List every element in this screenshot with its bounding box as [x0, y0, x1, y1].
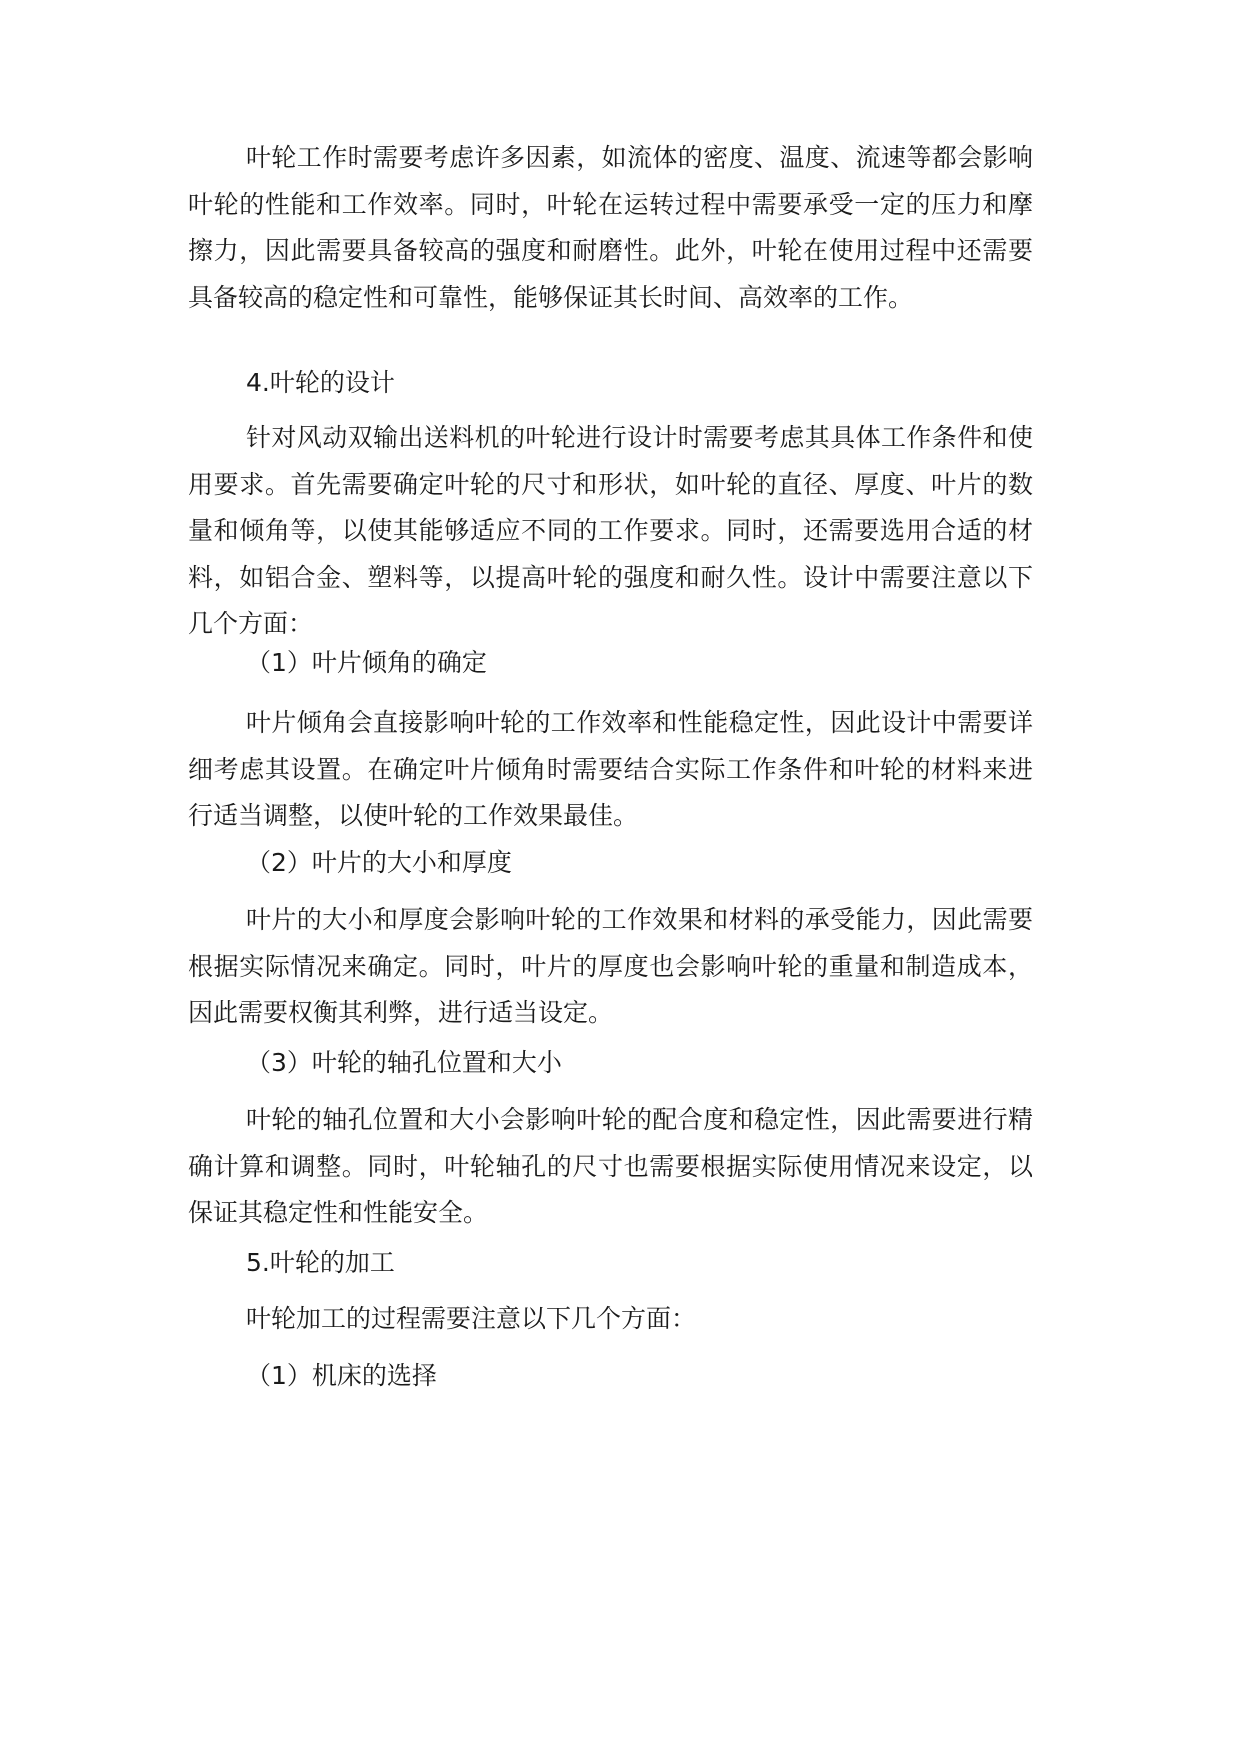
paragraph-impeller-design-intro: 针对风动双输出送料机的叶轮进行设计时需要考虑其具体工作条件和使用要求。首先需要确定叶轮的尺寸和形状，如叶轮的直径、厚度、叶片的数量和倾角等，以使其能够适应不同的工作要求。同时，还需要选用合适的材料，如铝合金、塑料等，以提高叶轮的强度和耐久性。设计中需要注意以下几个方面： — [188, 423, 1033, 638]
subheading-machine-tool-selection: （1）机床的选择 — [246, 1361, 437, 1390]
paragraph-blade-size-thickness: 叶片的大小和厚度会影响叶轮的工作效果和材料的承受能力，因此需要根据实际情况来确定。同时，叶片的厚度也会影响叶轮的重量和制造成本，因此需要权衡其利弊，进行适当设定。 — [188, 905, 1033, 1027]
paragraph-blade-angle: 叶片倾角会直接影响叶轮的工作效率和性能稳定性，因此设计中需要详细考虑其设置。在确定叶片倾角时需要结合实际工作条件和叶轮的材料来进行适当调整，以使叶轮的工作效果最佳。 — [188, 708, 1033, 830]
document-page — [188, 0, 1033, 1754]
paragraph-machining-intro: 叶轮加工的过程需要注意以下几个方面： — [246, 1304, 697, 1333]
section-heading-impeller-machining: 5.叶轮的加工 — [246, 1248, 395, 1277]
section-heading-impeller-design: 4.叶轮的设计 — [246, 368, 395, 397]
subheading-blade-size-thickness: （2）叶片的大小和厚度 — [246, 848, 512, 877]
paragraph-shaft-hole: 叶轮的轴孔位置和大小会影响叶轮的配合度和稳定性，因此需要进行精确计算和调整。同时，叶轮轴孔的尺寸也需要根据实际使用情况来设定，以保证其稳定性和性能安全。 — [188, 1105, 1033, 1227]
subheading-shaft-hole: （3）叶轮的轴孔位置和大小 — [246, 1048, 562, 1077]
subheading-blade-angle: （1）叶片倾角的确定 — [246, 648, 487, 677]
paragraph-impeller-working-factors: 叶轮工作时需要考虑许多因素，如流体的密度、温度、流速等都会影响叶轮的性能和工作效率。同时，叶轮在运转过程中需要承受一定的压力和摩擦力，因此需要具备较高的强度和耐磨性。此外，叶轮在使用过程中还需要具备较高的稳定性和可靠性，能够保证其长时间、高效率的工作。 — [188, 143, 1033, 312]
